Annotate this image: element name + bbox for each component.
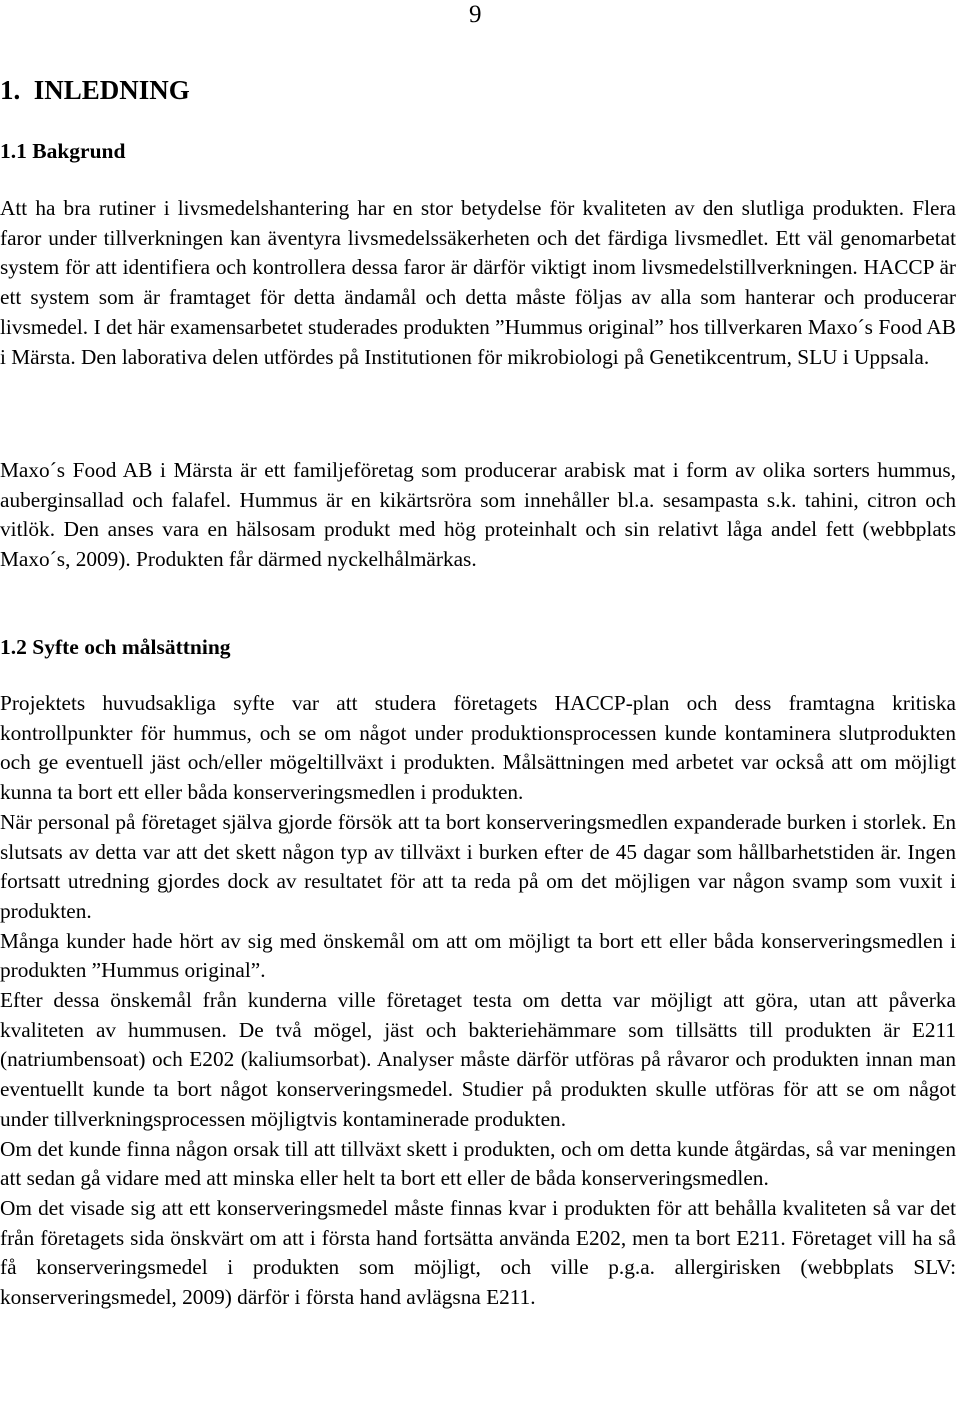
- chapter-number: 1.: [0, 75, 21, 105]
- section-number: 1.2: [0, 635, 27, 659]
- paragraph: Projektets huvudsakliga syfte var att studera företagets HACCP-plan och dess framtagna kritiska kontrollpunkter för hummus, och se om något under produktionsprocessen kunde kontaminera slutprodukten och ge eventuell jäst och/eller mögeltillväxt i produkten. Målsättningen med arbetet var också att om möjligt kunna ta bort ett eller båda konserveringsmedlen i produkten.: [0, 691, 956, 805]
- section-title: Bakgrund: [32, 139, 126, 163]
- section-body-bakgrund-part-2: [0, 456, 956, 575]
- section-body-syfte: [0, 689, 956, 1313]
- section-number: 1.1: [0, 139, 27, 163]
- section-heading-syfte: [0, 632, 231, 662]
- paragraph: Efter dessa önskemål från kunderna ville företaget testa om detta var möjligt att göra, utan att påverka kvaliteten av hummusen. De två mögel, jäst och bakteriehämmare som tillsätts till produkten är E211 (natriumbensoat) och E202 (kaliumsorbat). Analyser måste därför utföras på råvaror och produkten innan man eventuellt kunde ta bort något konserveringsmedel. Studier på produkten skulle utföras för att se om något under tillverkningsprocessen möjligtvis kontaminerade produkten.: [0, 988, 956, 1131]
- paragraph: Om det kunde finna någon orsak till att tillväxt skett i produkten, och om detta kunde åtgärdas, så var meningen att sedan gå vidare med att minska eller helt ta bort ett eller de båda konserveringsmedlen.: [0, 1136, 956, 1191]
- paragraph: Maxo´s Food AB i Märsta är ett familjeföretag som producerar arabisk mat i form av olika sorters hummus, auberginsallad och falafel. Hummus är en kikärtsröra som innehåller bl.a. sesampasta s.k. tahini, citron och vitlök. Den anses vara en hälsosam produkt med hög proteinhalt och sin relativt låga andel fett (webbplats Maxo´s, 2009). Produkten får därmed nyckelhålmärkas.: [0, 458, 956, 572]
- paragraph: När personal på företaget själva gjorde försök att ta bort konserveringsmedlen expanderade burken i storlek. En slutsats av detta var att det skett någon typ av tillväxt i burken efter de 45 dagar som hållbarhetstiden är. Ingen fortsatt utredning gjordes dock av resultatet för att ta reda på om det möjligen var någon svamp som vuxit i produkten.: [0, 809, 956, 923]
- chapter-title: INLEDNING: [33, 75, 190, 105]
- section-heading-bakgrund: [0, 136, 125, 166]
- page-number: 9: [469, 1, 482, 28]
- section-title: Syfte och målsättning: [32, 635, 231, 659]
- paragraph: Många kunder hade hört av sig med önskemål om att om möjligt ta bort ett eller båda konserveringsmedlen i produkten ”Hummus original”.: [0, 928, 956, 983]
- paragraph: Att ha bra rutiner i livsmedelshantering har en stor betydelse för kvaliteten av den slutliga produkten. Flera faror under tillverkningen kan äventyra livsmedelssäkerheten och det färdiga livsmedlet. Ett väl genomarbetat system för att identifiera och kontrollera dessa faror är därför viktigt inom livsmedelstillverkningen. HACCP är ett system som är framtaget för detta ändamål och detta måste följas av alla som hanterar och producerar livsmedel. I det här examensarbetet studerades produkten ”Hummus original” hos tillverkaren Maxo´s Food AB i Märsta. Den laborativa delen utfördes på Institutionen för mikrobiologi på Genetikcentrum, SLU i Uppsala.: [0, 196, 956, 369]
- chapter-heading: [0, 72, 190, 108]
- section-body-bakgrund-part-1: [0, 194, 956, 372]
- paragraph: Om det visade sig att ett konserveringsmedel måste finnas kvar i produkten för att behålla kvaliteten så var det från företagets sida önskvärt om att i första hand fortsätta använda E202, men ta bort E211. Företaget vill ha så få konserveringsmedel i produkten som möjligt, och ville p.g.a. allergirisken (webbplats SLV: konserveringsmedel, 2009) därför i första hand avlägsna E211.: [0, 1195, 956, 1310]
